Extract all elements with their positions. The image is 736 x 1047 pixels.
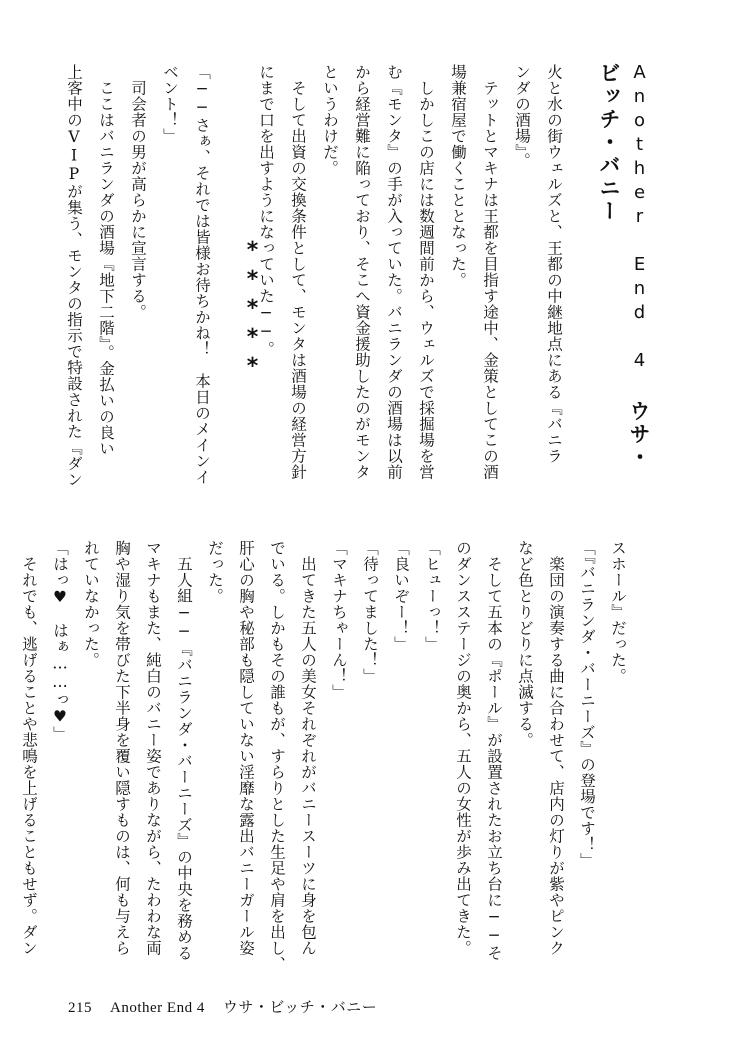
upper-line-6: む『モンタ』の手が入っていた。バニランダの酒場は以前 <box>385 64 403 480</box>
lower-line-16: マキナもまた、純白のバニー姿でありながら、たわわな両 <box>144 540 162 956</box>
upper-line-5: しかしこの店には数週間前から、ウェルズで採掘場を営 <box>417 64 435 480</box>
chapter-title-en: Another End 4 <box>629 62 650 374</box>
lower-line-8: 「良いぞー！」 <box>392 540 410 652</box>
upper-line-3: テットとマキナは王都を目指す途中、金策としてこの酒 <box>481 64 499 480</box>
upper-line-1: 火と水の街ウェルズと、王都の中継地点にある『バニラ <box>545 64 563 464</box>
upper-line-2: ンダの酒場』。 <box>513 64 531 169</box>
lower-line-12: でいる。しかもその誰もが、すらりとした生足や肩を出し、 <box>268 540 286 972</box>
lower-line-18: れていなかった。 <box>82 540 100 668</box>
lower-line-9: 「待ってました！」 <box>361 540 379 684</box>
lower-line-5: そして五本の『ポール』が設置されたお立ち台に──そ <box>485 540 503 961</box>
lower-line-13: 肝心の胸や秘部も隠していない淫靡な露出バニーガール姿 <box>237 540 255 956</box>
lower-line-14: だった。 <box>206 540 224 604</box>
lower-line-2: 「『バニランダ・バーニーズ』の登場です！」 <box>578 540 596 869</box>
section-separator: ***** <box>240 238 265 383</box>
page-footer <box>68 996 377 1017</box>
running-header-en: Another End 4 <box>110 1000 205 1016</box>
running-header-jp: ウサ・ビッチ・バニー <box>222 1000 378 1016</box>
upper-line-4: 場兼宿屋で働くこととなった。 <box>449 64 467 288</box>
lower-line-4: など色とりどりに点滅する。 <box>516 540 534 748</box>
upper2-line-4: ここはバニランダの酒場『地下二階』。金払いの良い <box>97 64 115 457</box>
upper2-line-5: 上客中のVIPが集う、モンタの指示で特設された『ダン <box>65 64 83 488</box>
upper-line-10: にまで口を出すようになっていた──。 <box>257 64 275 357</box>
lower-line-15: 五人組──『バニランダ・バーニーズ』の中央を務める <box>175 540 193 961</box>
lower-line-3: 楽団の演奏する曲に合わせて、店内の灯りが紫やピンク <box>547 540 565 956</box>
upper-line-9: そして出資の交換条件として、モンタは酒場の経営方針 <box>289 64 307 480</box>
upper-line-7: から経営難に陥っており、そこへ資金援助したのがモンタ <box>353 64 371 480</box>
lower-line-7: 「ヒューっ！」 <box>423 540 441 652</box>
lower-line-11: 出てきた五人の美女それぞれがバニースーツに身を包ん <box>299 540 317 956</box>
lower-line-10: 「マキナちゃーん！」 <box>330 540 348 700</box>
upper2-line-2: ベント！」 <box>161 64 179 144</box>
lower-line-20: それでも、逃げることや悲鳴を上げることもせず。ダン <box>20 540 38 956</box>
lower-line-6: のダンスステージの奥から、五人の女性が歩み出てきた。 <box>454 540 472 956</box>
chapter-title <box>594 62 654 482</box>
lower-line-1: スホール』だった。 <box>609 540 627 684</box>
upper2-line-1: 「──さぁ、それでは皆様お待ちかね！ 本日のメインイ <box>193 64 211 485</box>
upper-line-8: というわけだ。 <box>321 64 339 176</box>
page-number: 215 <box>68 1000 92 1016</box>
lower-line-17: 胸や湿り気を帯びた下半身を覆い隠すものは、何も与えら <box>113 540 131 956</box>
lower-line-19: 「はっ♥ はぁ……っ♥」 <box>51 540 69 742</box>
chapter-title-jp: ウサ・ビッチ・バニー <box>597 62 651 469</box>
upper2-line-3: 司会者の男が高らかに宣言する。 <box>129 64 147 320</box>
